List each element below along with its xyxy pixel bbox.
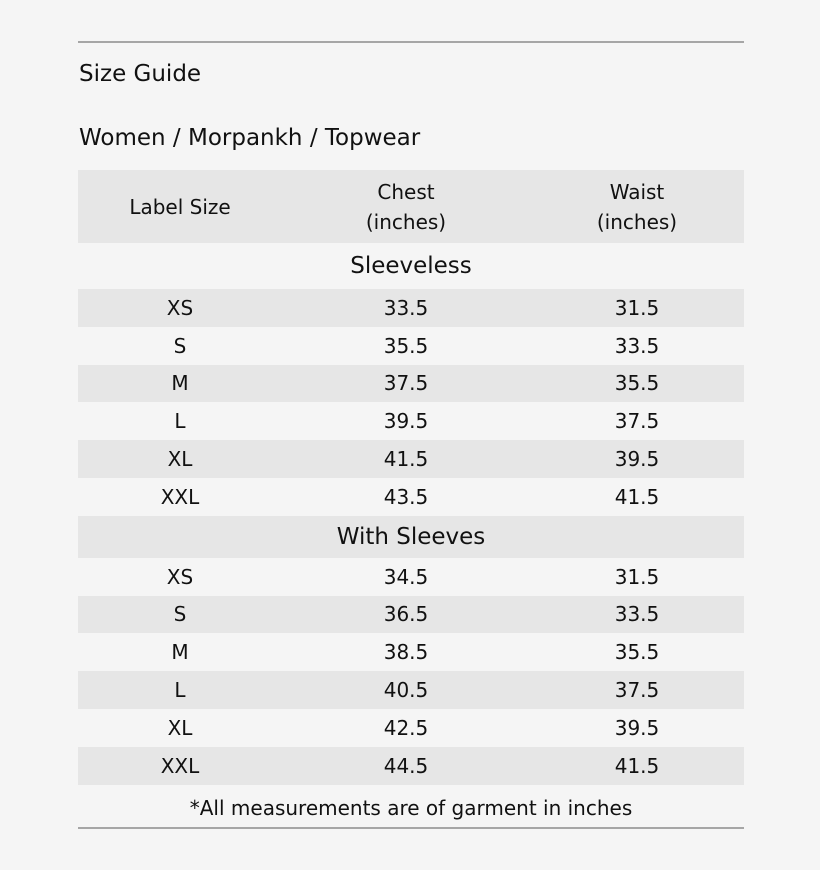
waist-cell: 35.5 [614,640,660,665]
size-guide-table [78,170,744,831]
chest-cell: 42.5 [383,715,429,740]
size-cell: XS [166,295,194,320]
table-row [78,747,744,785]
header-waist-label: Waist [609,179,665,204]
waist-cell: 37.5 [614,409,660,434]
waist-cell: 41.5 [614,484,660,509]
header-label-size: Label Size [129,194,231,219]
chest-cell: 37.5 [383,371,429,396]
section-title: With Sleeves [336,523,486,550]
waist-cell: 31.5 [614,564,660,589]
table-row [78,478,744,516]
size-cell: M [171,371,189,396]
chest-cell: 39.5 [383,409,429,434]
chest-cell: 38.5 [383,640,429,665]
header-waist-unit: (inches) [596,209,678,234]
chest-cell: 41.5 [383,447,429,472]
header-chest-label: Chest [377,179,435,204]
table-row [78,709,744,747]
waist-cell: 39.5 [614,447,660,472]
header-waist [530,170,744,243]
waist-cell: 31.5 [614,295,660,320]
section-title: Sleeveless [350,253,472,279]
top-divider [78,41,744,43]
table-row [78,671,744,709]
size-cell: M [171,640,189,665]
section-header-sleeveless [78,243,744,289]
breadcrumb: Women / Morpankh / Topwear [79,125,421,151]
size-cell: L [174,409,186,434]
chest-cell: 34.5 [383,564,429,589]
size-cell: XS [166,564,194,589]
waist-cell: 33.5 [614,333,660,358]
size-cell: XXL [160,484,200,509]
table-row [78,327,744,365]
chest-cell: 40.5 [383,678,429,703]
chest-cell: 33.5 [383,295,429,320]
size-cell: S [173,333,187,358]
waist-cell: 33.5 [614,602,660,627]
footnote: *All measurements are of garment in inches [189,795,633,820]
bottom-divider [78,827,744,829]
chest-cell: 43.5 [383,484,429,509]
chest-cell: 35.5 [383,333,429,358]
size-cell: S [173,602,187,627]
size-cell: XL [167,447,193,472]
table-row [78,365,744,403]
waist-cell: 39.5 [614,715,660,740]
size-cell: XXL [160,753,200,778]
table-header-row [78,170,744,243]
footnote-row [78,785,744,831]
table-row [78,402,744,440]
size-cell: XL [167,715,193,740]
section-header-with-sleeves [78,516,744,558]
table-row [78,633,744,671]
waist-cell: 37.5 [614,678,660,703]
table-row [78,558,744,596]
waist-cell: 41.5 [614,753,660,778]
chest-cell: 36.5 [383,602,429,627]
chest-cell: 44.5 [383,753,429,778]
header-chest [282,170,530,243]
table-row [78,596,744,634]
table-row [78,289,744,327]
header-chest-unit: (inches) [365,209,447,234]
waist-cell: 35.5 [614,371,660,396]
size-cell: L [174,678,186,703]
table-row [78,440,744,478]
page-title: Size Guide [79,61,202,87]
